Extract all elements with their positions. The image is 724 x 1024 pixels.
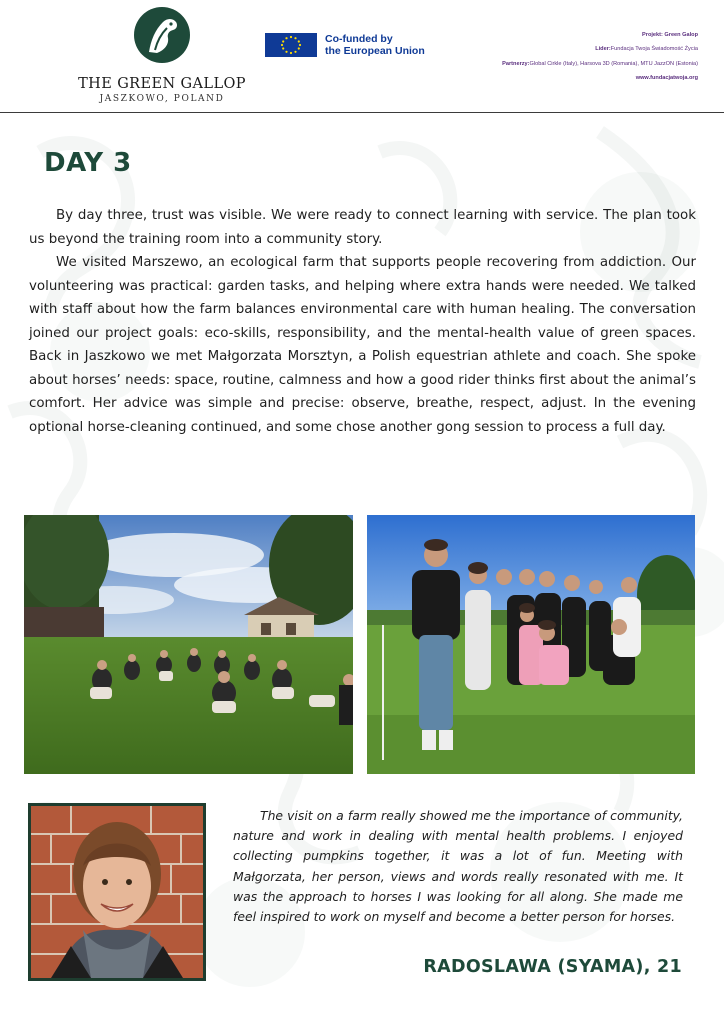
eu-flag-icon bbox=[265, 33, 317, 57]
website-link[interactable]: www.fundacjatwoja.org bbox=[635, 75, 698, 82]
leader-label: Lider: bbox=[595, 46, 611, 53]
eu-funding-badge bbox=[265, 33, 445, 57]
eu-line-1: Co-funded by bbox=[325, 33, 393, 45]
quote-author: RADOSLAWA (SYAMA), 21 bbox=[423, 957, 682, 977]
logo-title: THE GREEN GALLOP bbox=[78, 76, 246, 92]
eu-line-2: the European Union bbox=[325, 45, 425, 57]
group-circle-photo bbox=[24, 515, 353, 774]
page-title: DAY 3 bbox=[44, 148, 132, 178]
leader-value: Fundacja Twoja Świadomość Życia bbox=[610, 46, 698, 53]
partners-value: Global Cirkle (Italy), Harsova 3D (Romania), MTU JazzON (Estonia) bbox=[529, 60, 698, 67]
quote-text: The visit on a farm really showed me the importance of community, nature and work in dealing with mental health problems. I enjoyed collecting pumpkins together, it was a lot of fun. Meeting with Małgorzata, her person, views and words really resonated with me. It was the approach to horses I was looking for all along. She made me feel inspired to work on myself and become a better person for horses. bbox=[233, 808, 683, 925]
leader-line bbox=[502, 42, 698, 56]
project-value: Green Galop bbox=[664, 32, 698, 38]
logo-subtitle: JASZKOWO, POLAND bbox=[99, 94, 225, 104]
project-label: Projekt: bbox=[642, 32, 663, 38]
partners-line bbox=[502, 57, 698, 71]
group-standing-photo bbox=[367, 515, 695, 774]
page-header bbox=[0, 0, 724, 113]
body-paragraph-2: We visited Marszewo, an ecological farm that supports people recovering from addiction. Our volunteering was practical: garden tasks, and helping where extra hands were needed. We talked with staff about how the farm balances environmental care with human healing. The conversation joined our project goals: eco-skills, responsibility, and the mental-health value of green spaces. Back in Jaszkowo we met Małgorzata Morsztyn, a Polish equestrian athlete and coach. She spoke about horses’ needs: space, routine, calmness and how a good rider thinks first about the animal’s comfort. Her advice was simple and precise: observe, breathe, respect, adjust. In the evening optional horse-cleaning continued, and some chose another gong session to process a full day. bbox=[29, 255, 696, 435]
body-paragraph-1: By day three, trust was visible. We were ready to connect learning with service. The plan took us beyond the training room into a community story. bbox=[29, 208, 696, 247]
horse-head-icon bbox=[133, 6, 191, 64]
project-info bbox=[502, 28, 698, 86]
eu-funding-text bbox=[325, 33, 445, 57]
author-portrait bbox=[28, 803, 206, 981]
testimonial-quote bbox=[233, 806, 683, 927]
partners-label: Partnerzy: bbox=[502, 60, 530, 67]
body-text bbox=[29, 204, 696, 439]
organization-logo bbox=[70, 6, 254, 104]
project-line bbox=[502, 28, 698, 42]
